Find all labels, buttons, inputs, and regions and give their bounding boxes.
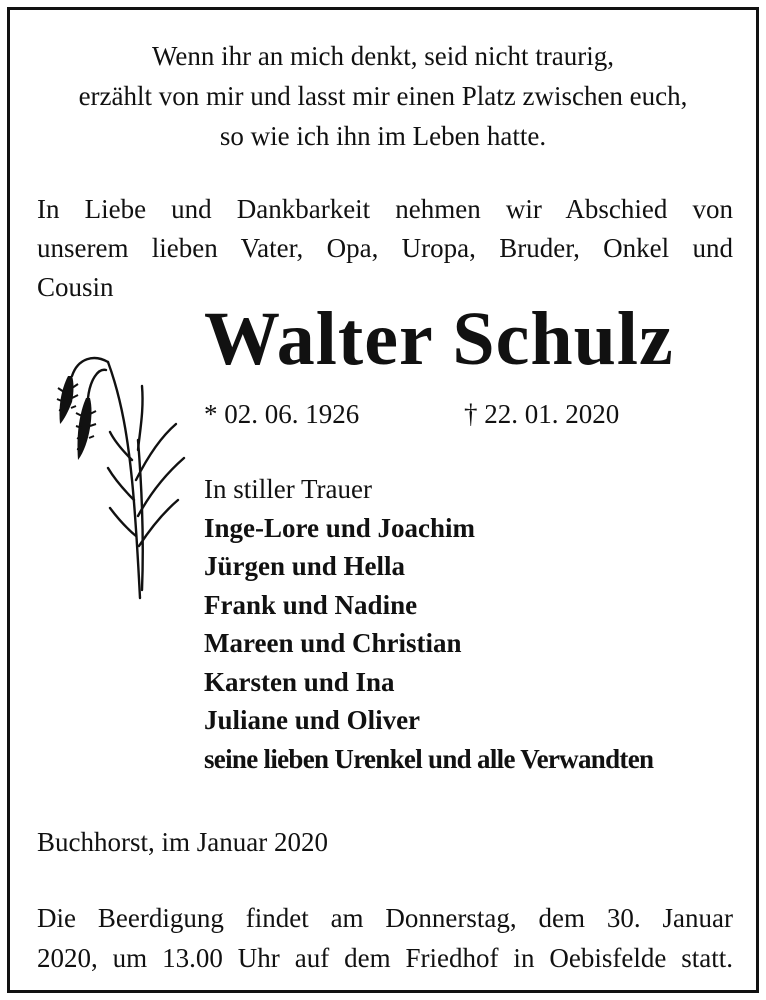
deceased-name: Walter Schulz [204,297,674,381]
wheat-ears-icon [44,340,194,600]
mourner-family: Mareen und Christian [204,628,462,658]
place-and-date: Buchhorst, im Januar 2020 [37,827,328,857]
memorial-poem [10,36,756,156]
death-date: † 22. 01. 2020 [464,399,620,429]
funeral-line: Die Beerdigung findet am Donnerstag, dem 30. Januar [37,903,733,933]
obituary-notice [7,7,759,993]
farewell-intro [37,190,733,307]
poem-line: so wie ich ihn im Leben hatte. [219,121,547,151]
poem-line: Wenn ihr an mich denkt, seid nicht traurig, [152,41,614,71]
poem-line: erzählt von mir und lasst mir einen Platz zwischen euch, [78,81,688,111]
mourners-list [204,470,653,778]
intro-line: unserem lieben Vater, Opa, Uropa, Bruder, Onkel und [37,233,733,263]
funeral-line: 2020, um 13.00 Uhr auf dem Friedhof in Oebisfelde statt. [37,943,733,973]
intro-line: Cousin [37,272,114,302]
mourner-family: Frank und Nadine [204,589,418,620]
mourning-intro: In stiller Trauer [204,474,372,504]
funeral-notice [37,898,733,978]
intro-line: In Liebe und Dankbarkeit nehmen wir Abschied von [37,194,733,224]
mourner-family: seine lieben Urenkel und alle Verwandten [204,743,654,774]
mourner-family: Inge-Lore und Joachim [204,512,476,543]
mourner-family: Juliane und Oliver [204,705,421,735]
mourner-family: Karsten und Ina [204,666,395,697]
birth-date: * 02. 06. 1926 [204,399,360,429]
mourner-family: Jürgen und Hella [204,551,406,581]
